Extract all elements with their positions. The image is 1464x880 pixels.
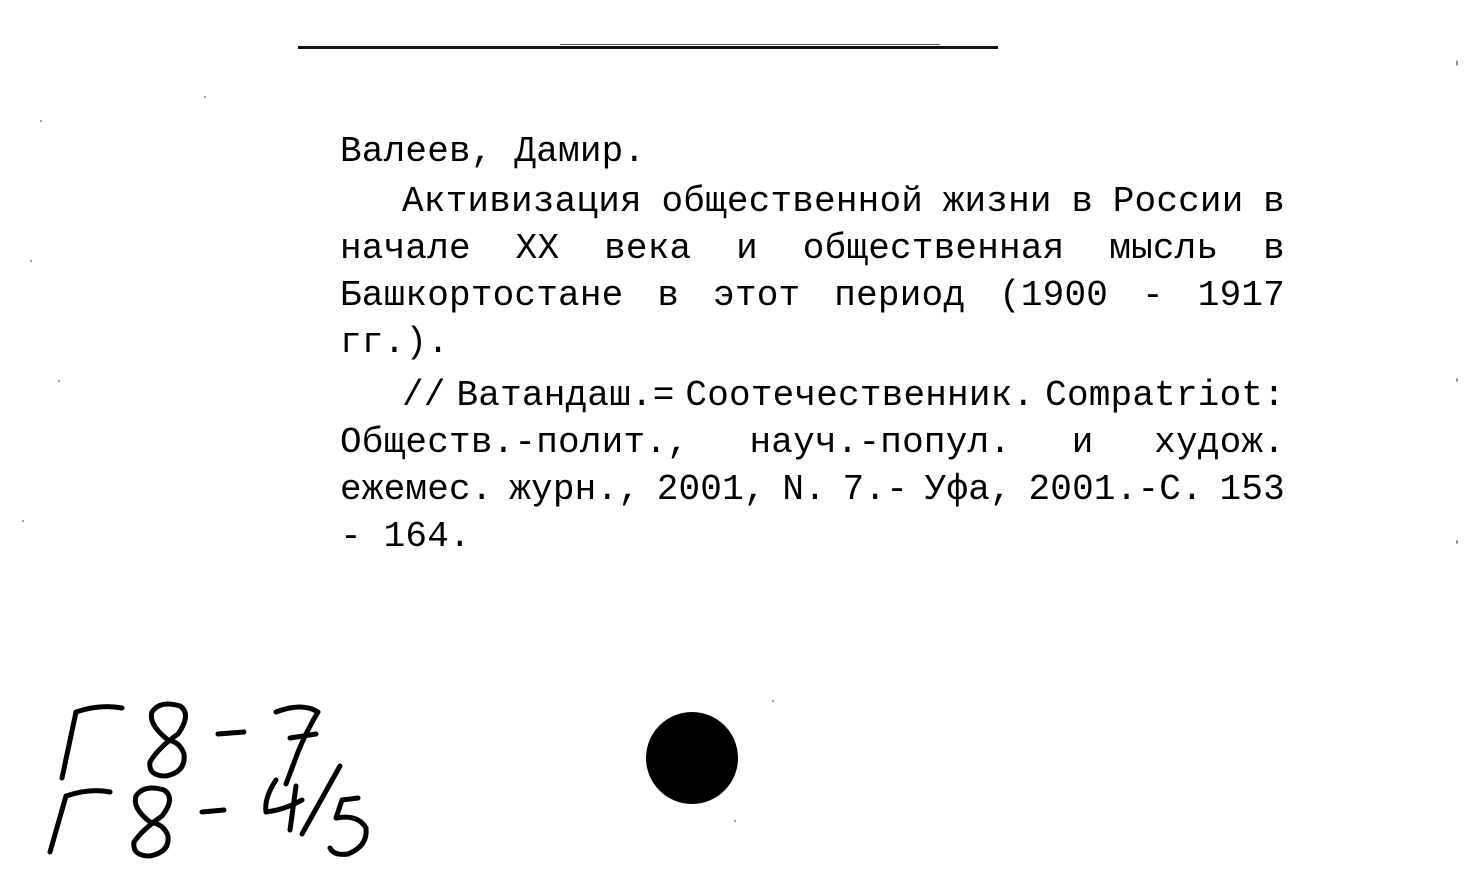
title-word: этот: [713, 275, 801, 316]
hw-digit-8-1: [150, 704, 186, 776]
title-word: жизни: [942, 181, 1052, 222]
hw-letter-g-2: [50, 791, 110, 852]
scan-speck: [772, 700, 774, 702]
source-line-1: [340, 372, 1285, 419]
source-word: Уфа,: [924, 469, 1012, 510]
title-word: Башкортостане: [340, 275, 624, 316]
source-word: журн.,: [509, 469, 641, 510]
scan-speck: [1456, 60, 1458, 66]
source-word: 153: [1219, 469, 1285, 510]
source-word: //: [402, 375, 446, 416]
source-word: 2001,: [656, 469, 766, 510]
source-word: 7.-: [842, 469, 909, 510]
title-word: и: [736, 228, 758, 269]
source-word: N.: [782, 469, 826, 510]
hw-digit-4: [266, 780, 302, 830]
hw-dash-2: [202, 810, 224, 812]
title-word: -: [1142, 275, 1164, 316]
title-line-2: [340, 225, 1285, 272]
title-word: в: [1263, 228, 1285, 269]
scan-speck: [58, 380, 60, 382]
author: Валеев, Дамир.: [340, 131, 646, 172]
scan-speck: [734, 820, 736, 822]
scan-speck: [1456, 378, 1458, 382]
hw-digit-8-2: [134, 788, 170, 856]
title-line-4: гг.).: [340, 322, 450, 363]
hw-digit-5: [330, 798, 366, 854]
hw-digit-7-1: [276, 707, 318, 784]
hw-digit-7-1-bar: [290, 734, 316, 738]
scan-speck: [22, 520, 24, 522]
top-rule: [298, 46, 998, 49]
title-line-3: [340, 272, 1285, 319]
title-line-1: [340, 178, 1285, 225]
title-word: общественная: [802, 228, 1065, 269]
source-word: науч.-попул.: [749, 422, 1012, 463]
scan-speck: [204, 96, 206, 98]
hw-letter-g-1: [62, 707, 122, 778]
source-word: Обществ.-полит.,: [340, 422, 689, 463]
hw-dash-1: [218, 732, 244, 734]
title-word: века: [604, 228, 692, 269]
scan-speck: [30, 260, 32, 262]
source-word: худож.: [1154, 422, 1285, 463]
hw-slash: [302, 766, 340, 834]
title-word: общественной: [661, 181, 924, 222]
source-line-4: - 164.: [340, 516, 471, 557]
title-word: мысль: [1109, 228, 1219, 269]
scan-speck: [1456, 540, 1458, 544]
source-word: Compatriot:: [1045, 375, 1285, 416]
title-word: в: [1263, 181, 1285, 222]
top-rule-thin: [560, 44, 940, 45]
source-word: и: [1071, 422, 1094, 463]
title-word: период: [834, 275, 966, 316]
scan-speck: [40, 120, 42, 122]
source-word: ежемес.: [340, 469, 493, 510]
title-word: Активизация: [402, 181, 642, 222]
punch-hole: [646, 712, 738, 804]
source-word: Соотечественник.: [685, 375, 1035, 416]
title-word: в: [657, 275, 680, 316]
bibliographic-entry: [340, 128, 1285, 560]
title-word: в: [1071, 181, 1094, 222]
source-line-3: [340, 466, 1285, 513]
source-word: 2001.-С.: [1028, 469, 1203, 510]
title-word: 1917: [1197, 275, 1285, 316]
title-word: России: [1112, 181, 1244, 222]
title-word: (1900: [999, 275, 1109, 316]
title-word: XX: [515, 228, 560, 269]
handwritten-shelfmark: [40, 690, 400, 870]
title-word: начале: [340, 228, 471, 269]
source-line-2: [340, 419, 1285, 466]
source-word: Ватандаш.=: [456, 375, 675, 416]
